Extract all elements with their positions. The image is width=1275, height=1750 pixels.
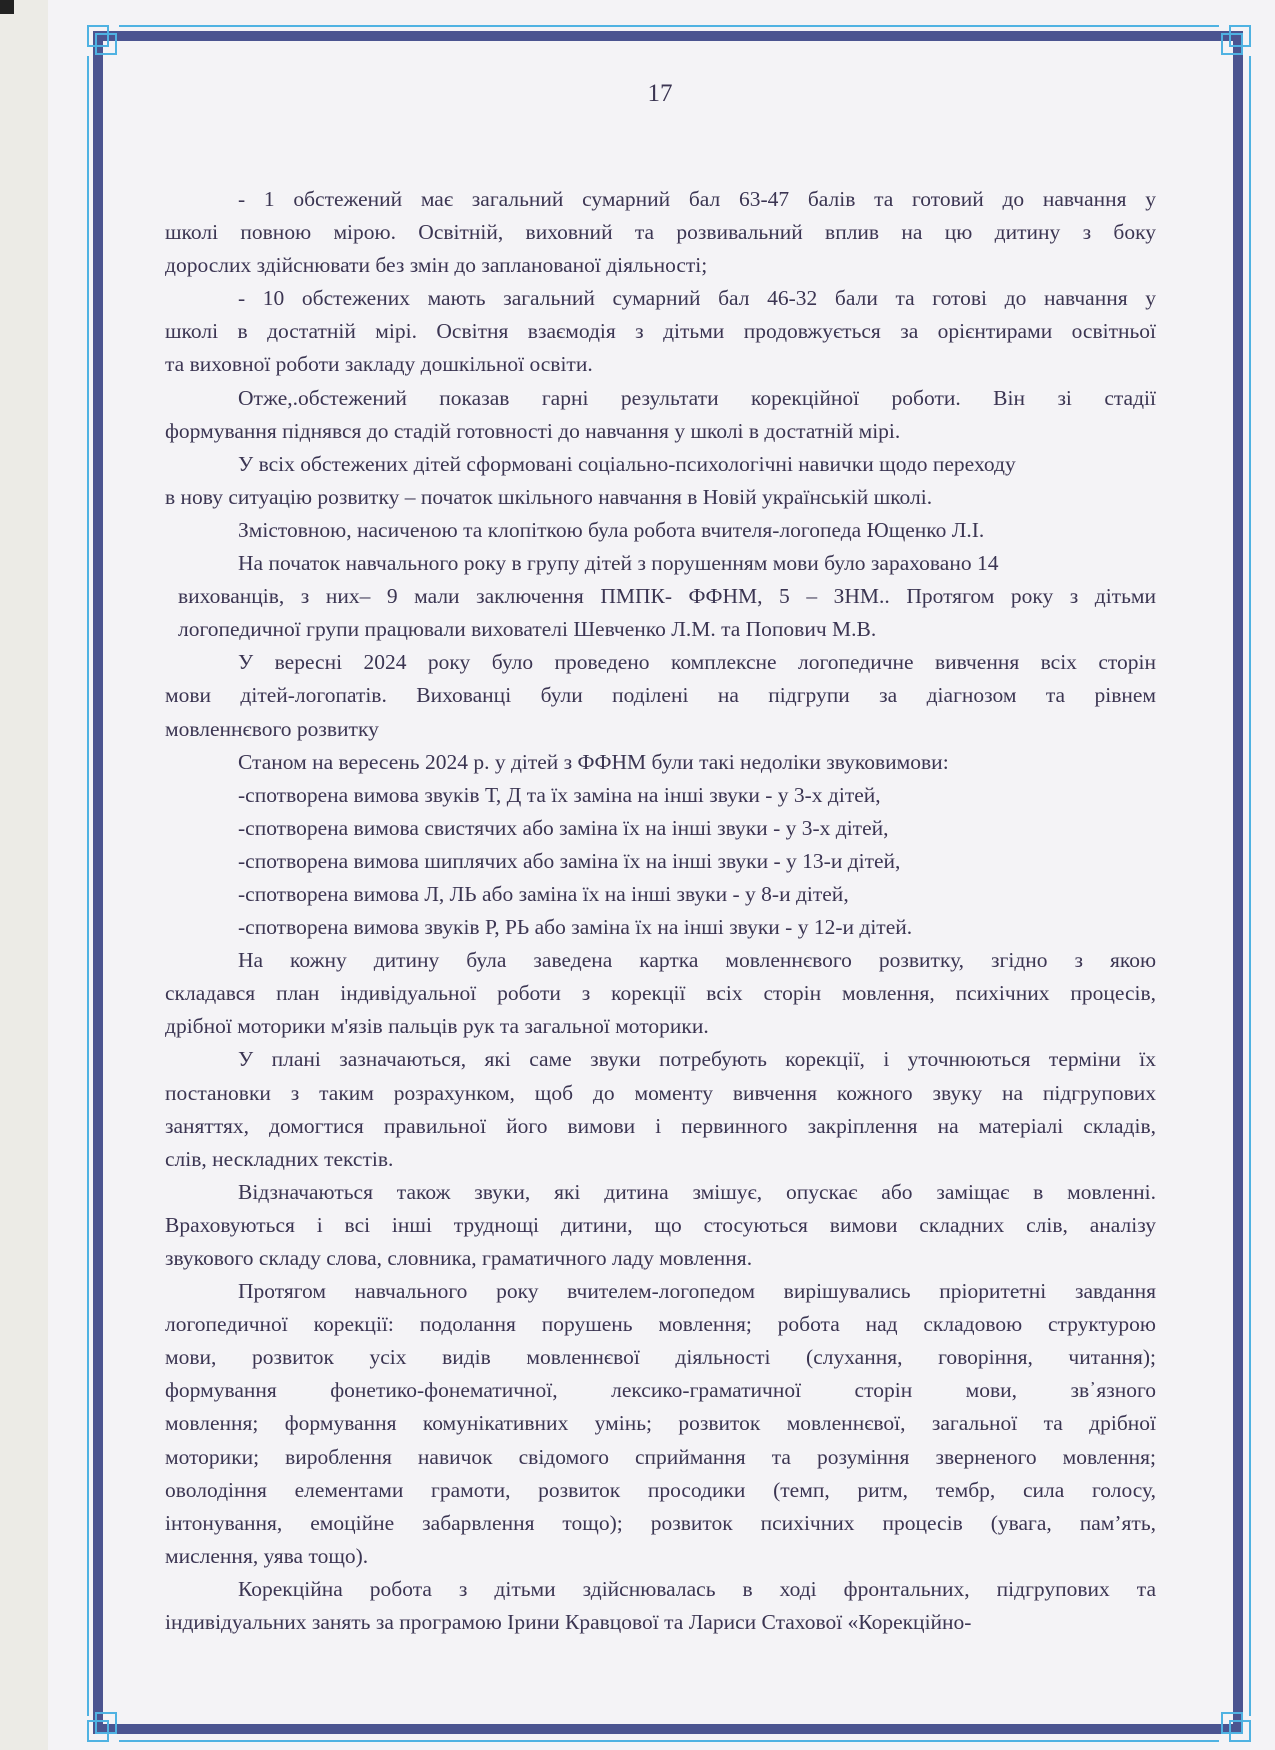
- text-line: На початок навчального року в групу дітей з порушенням мови було зараховано 14: [238, 551, 999, 576]
- text-line: Корекційна робота з дітьми здійснювалась в ході фронтальних, підгрупових та: [238, 1576, 1156, 1601]
- text-line: Відзначаються також звуки, які дитина змішує, опускає або заміщає в мовленні.: [238, 1179, 1156, 1204]
- paragraph: [165, 514, 1156, 547]
- text-line: формування піднявся до стадій готовності до навчання у школі в достатній мірі.: [165, 418, 901, 443]
- text-line: мислення, уява тощо).: [165, 1543, 369, 1568]
- paragraph: [165, 1275, 1156, 1573]
- paragraph: [165, 183, 1156, 282]
- paragraph: [165, 646, 1156, 745]
- text-line: Протягом навчального року вчителем-логопедом вирішувались пріоритетні завдання: [238, 1279, 1156, 1304]
- text-line: складався план індивідуальної роботи з корекції всіх сторін мовлення, психічних процесів,: [165, 981, 1156, 1006]
- paragraph: [165, 911, 1156, 944]
- paragraph: [165, 812, 1156, 845]
- text-line: логопедичної корекції: подолання порушень мовлення; робота над складовою структурою: [165, 1312, 1156, 1337]
- page-number: 17: [647, 80, 673, 107]
- corner-ornament: [95, 33, 117, 55]
- text-line: -спотворена вимова звуків Р, РЬ або заміна їх на інші звуки - у 12-и дітей.: [238, 915, 913, 940]
- text-line: -спотворена вимова свистячих або заміна їх на інші звуки - у 3-х дітей,: [238, 815, 889, 840]
- border-line-bottom: [119, 1740, 1219, 1742]
- text-line: - 10 обстежених мають загальний сумарний бал 46-32 бали та готові до навчання у: [238, 286, 1156, 311]
- text-line: мовлення; формування комунікативних умінь; розвиток мовленнєвої, загальної та дрібної: [165, 1411, 1156, 1436]
- text-line: моторики; вироблення навичок свідомого сприймання та розуміння зверненого мовлення;: [165, 1444, 1156, 1469]
- text-line: мови, розвиток усіх видів мовленнєвої діяльності (слухання, говоріння, читання);: [165, 1345, 1156, 1370]
- text-line: -спотворена вимова звуків Т, Д та їх заміна на інші звуки - у 3-х дітей,: [238, 782, 881, 807]
- text-line: формування фонетико-фонематичної, лексико-граматичної сторін мови, зв᾽язного: [165, 1378, 1156, 1403]
- text-line: дорослих здійснювати без змін до запланованої діяльності;: [165, 253, 708, 278]
- paragraph: [165, 845, 1156, 878]
- text-line: -спотворена вимова Л, ЛЬ або заміна їх на інші звуки - у 8-и дітей,: [238, 881, 849, 906]
- paragraph: [165, 878, 1156, 911]
- corner-ornament: [95, 1712, 117, 1734]
- paragraph: [165, 1176, 1156, 1275]
- scan-corner: [0, 0, 14, 14]
- text-line: оволодіння елементами грамоти, розвиток просодики (темп, ритм, тембр, сила голосу,: [165, 1477, 1156, 1502]
- text-line: мови дітей-логопатів. Вихованці були поділені на підгрупи за діагнозом та рівнем: [165, 683, 1156, 708]
- text-line: На кожну дитину була заведена картка мовленнєвого розвитку, згідно з якою: [238, 948, 1156, 973]
- text-line: У всіх обстежених дітей сформовані соціально-психологічні навички щодо переходу: [238, 451, 1016, 476]
- paragraph: [165, 746, 1156, 779]
- paragraph: [165, 779, 1156, 812]
- text-line: постановки з таким розрахунком, щоб до моменту вивчення кожного звуку на підгрупових: [165, 1080, 1156, 1105]
- text-line: індивідуальних занять за програмою Ірини Кравцової та Лариси Стахової «Корекційно-: [165, 1610, 972, 1635]
- text-line: У плані зазначаються, які саме звуки потребують корекції, і уточнюються терміни їх: [238, 1047, 1156, 1072]
- paragraph: [165, 1043, 1156, 1175]
- text-line: Враховуються і всі інші труднощі дитини, що стосуються вимови складних слів, аналізу: [165, 1212, 1156, 1237]
- paragraph: [165, 382, 1156, 448]
- text-line: вихованців, з них– 9 мали заключення ПМПК- ФФНМ, 5 – ЗНМ.. Протягом року з дітьми: [178, 584, 1156, 609]
- text-line: школі повною мірою. Освітній, виховний та розвивальний вплив на цю дитину з боку: [165, 220, 1156, 245]
- paragraph: [165, 1573, 1156, 1639]
- text-line: звукового складу слова, словника, граматичного ладу мовлення.: [165, 1246, 753, 1270]
- corner-ornament: [1221, 33, 1243, 55]
- text-line: та виховної роботи закладу дошкільної освіти.: [165, 352, 593, 377]
- border-line-left: [87, 56, 89, 1716]
- scan-edge: [0, 0, 48, 1750]
- text-line: Змістовною, насиченою та клопіткою була робота вчителя-логопеда Ющенко Л.І.: [238, 517, 985, 542]
- border-line-top: [119, 25, 1219, 27]
- border-line-right: [1249, 56, 1251, 1716]
- text-line: в нову ситуацію розвитку – початок шкільного навчання в Новій українській школі.: [165, 484, 933, 509]
- text-line: заняттях, домогтися правильної його вимови і первинного закріплення на матеріалі складів,: [165, 1113, 1156, 1138]
- paragraph: [165, 944, 1156, 1043]
- text-line: мовленнєвого розвитку: [165, 716, 379, 741]
- corner-ornament: [1221, 1712, 1243, 1734]
- text-line: слів, нескладних текстів.: [165, 1146, 394, 1171]
- text-line: дрібної моторики м'язів пальців рук та загальної моторики.: [165, 1014, 709, 1039]
- text-line: школі в достатній мірі. Освітня взаємодія з дітьми продовжується за орієнтирами освітньої: [165, 319, 1156, 344]
- text-line: логопедичної групи працювали вихователі Шевченко Л.М. та Попович М.В.: [178, 617, 877, 642]
- text-line: -спотворена вимова шиплячих або заміна їх на інші звуки - у 13-и дітей,: [238, 848, 901, 873]
- text-line: інтонування, емоційне забарвлення тощо); розвиток психічних процесів (увага, пам’ять,: [165, 1510, 1156, 1535]
- paragraph: [165, 282, 1156, 381]
- text-line: - 1 обстежений має загальний сумарний бал 63-47 балів та готовий до навчання у: [238, 187, 1156, 211]
- paragraph: [165, 547, 1156, 646]
- paragraph: [165, 448, 1156, 514]
- text-line: Отже,.обстежений показав гарні результати корекційної роботи. Він зі стадії: [238, 385, 1156, 410]
- text-line: Станом на вересень 2024 р. у дітей з ФФНМ були такі недоліки звуковимови:: [238, 749, 949, 774]
- document-body: [165, 183, 1156, 1639]
- text-line: У вересні 2024 року було проведено комплексне логопедичне вивчення всіх сторін: [238, 650, 1156, 675]
